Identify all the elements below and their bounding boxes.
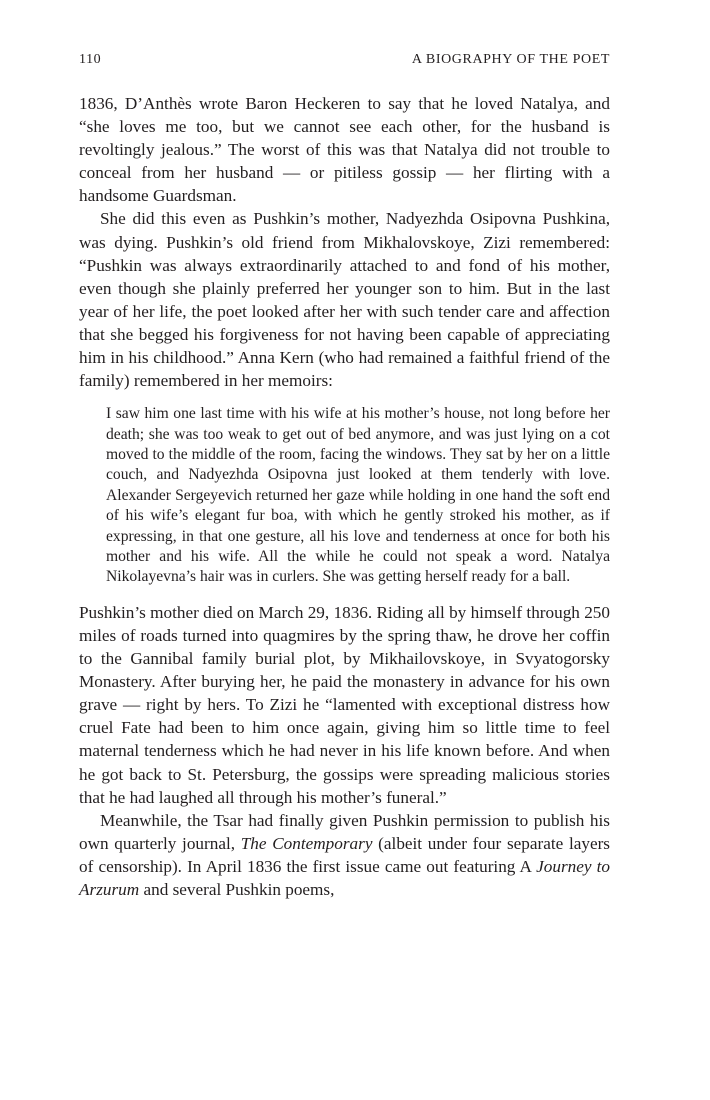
paragraph-4-text-3: and several Pushkin poems, xyxy=(139,880,335,899)
paragraph-4 xyxy=(79,809,610,901)
paragraph-2: She did this even as Pushkin’s mother, Nadyezhda Osipovna Pushkina, was dying. Pushkin’s old friend from Mikhalovskoye, Zizi remembered: “Pushkin was always extraordinarily attached to and fond of his mother, even though she plainly preferred her younger son to him. But in the last year of her life, the poet looked after her with such tender care and affection that she begged his forgiveness for not having been capable of appreciating him in his childhood.” Anna Kern (who had remained a faithful friend of the family) remembered in her memoirs: xyxy=(79,209,610,391)
journal-title: The Contemporary xyxy=(240,833,373,853)
paragraph-4-text-1: Meanwhile, the Tsar had finally given Pushkin permission to publish his own quarterly journal, xyxy=(79,810,610,853)
memoir-quote: I saw him one last time with his wife at his mother’s house, not long before her death; she was too weak to get out of bed anymore, and was just lying on a cot moved to the middle of the room, facing the windows. They sat by her on a little couch, and Nadyezhda Osipovna just looked at them tenderly with love. Alexander Sergeyevich returned her gaze while holding in one hand the soft end of his wife’s elegant fur boa, with which he gently stroked his mother, as if expressing, in that one gesture, all his love and tenderness at once for both his mother and his wife. All the while he could not speak a word. Natalya Nikolayevna’s hair was in curlers. She was getting herself ready for a ball. xyxy=(106,405,610,586)
page-number: 110 xyxy=(79,52,102,67)
body-text xyxy=(79,92,610,901)
paragraph-4-text-2: (albeit under four separate layers of censorship). In April 1836 the first issue came out featuring A xyxy=(79,833,610,876)
running-title: A BIOGRAPHY OF THE POET xyxy=(411,52,610,67)
paragraph-3: Pushkin’s mother died on March 29, 1836. Riding all by himself through 250 miles of roads turned into quagmires by the spring thaw, he drove her coffin to the Gannibal family burial plot, by Mikhailovskoye, in Svyatogorsky Monastery. After burying her, he paid the monastery in advance for his own grave — right by hers. To Zizi he “lamented with exceptional distress how cruel Fate had been to him once again, giving him so little time to feel maternal tenderness which he had never in his life known before. And when he got back to St. Petersburg, the gossips were spreading malicious stories that he had laughed all through his mother’s funeral.” xyxy=(79,602,610,807)
work-title: Journey to Arzurum xyxy=(79,856,610,899)
paragraph-1: 1836, D’Anthès wrote Baron Heckeren to say that he loved Natalya, and “she loves me too, but we cannot see each other, for the husband is revoltingly jealous.” The worst of this was that Natalya did not trouble to conceal from her husband — or pitiless gossip — her flirting with a handsome Guardsman. xyxy=(79,94,610,206)
running-head xyxy=(79,52,610,72)
